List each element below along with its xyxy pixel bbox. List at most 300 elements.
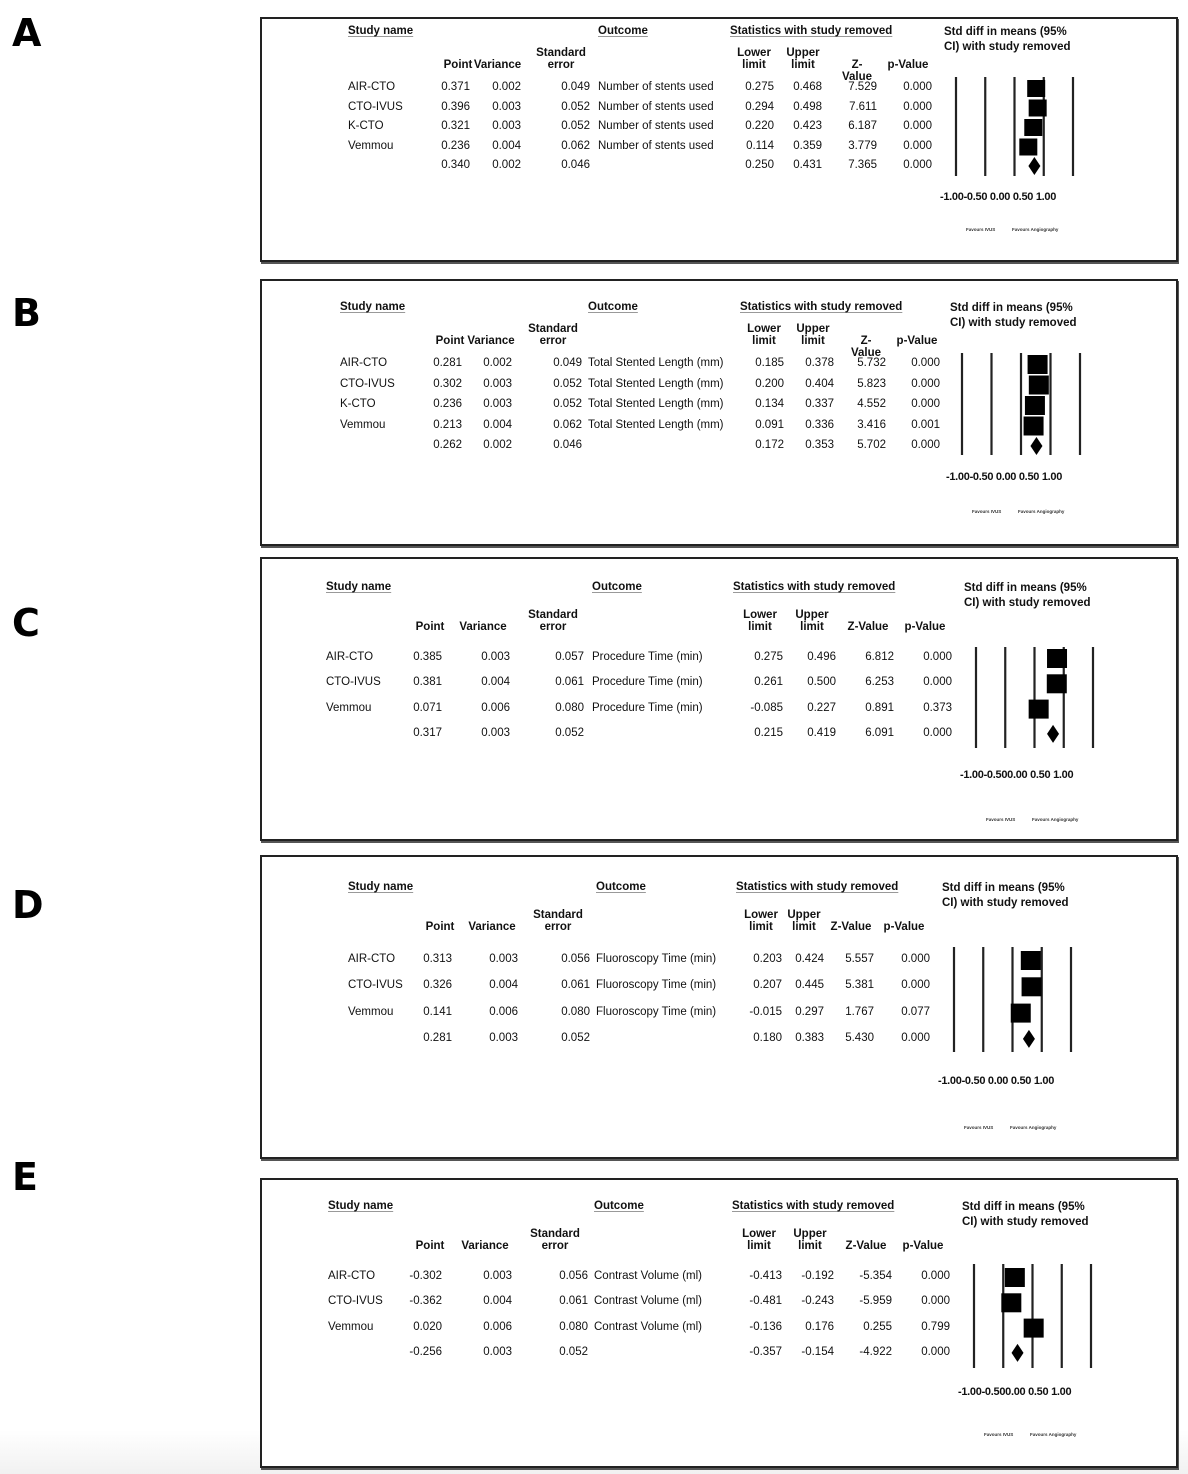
forest-plot (974, 647, 1095, 752)
cell-point: 0.326 (423, 979, 452, 992)
study-effect-marker (1022, 977, 1042, 996)
header-outcome: Outcome (592, 581, 642, 593)
cell-variance: 0.006 (481, 701, 510, 714)
panel-label-e: E (12, 1155, 38, 1199)
header-study-name: Study name (340, 301, 406, 313)
cell-outcome: Number of stents used (598, 139, 714, 152)
cell-point: 0.396 (441, 100, 470, 113)
study-effect-marker (1025, 396, 1045, 415)
cell-p-value: 0.000 (921, 1270, 950, 1282)
cell-std-error: 0.052 (559, 1345, 588, 1358)
header-lower-limit-line1: Lower (737, 47, 771, 59)
study-effect-marker (1047, 649, 1067, 668)
cell-outcome: Contrast Volume (ml) (594, 1320, 703, 1333)
cell-lower-limit: -0.357 (749, 1345, 782, 1358)
cell-lower-limit: 0.185 (755, 357, 784, 369)
header-upper-limit (792, 323, 834, 347)
summary-diamond (1012, 1344, 1024, 1362)
cell-z-value: 5.732 (857, 357, 886, 369)
cell-p-value: 0.000 (901, 953, 930, 965)
header-lower-limit-line1: Lower (743, 609, 777, 621)
header-std-error (532, 47, 590, 71)
header-lower-limit (734, 47, 774, 71)
cell-study-name: AIR-CTO (326, 651, 374, 663)
cell-variance: 0.003 (483, 1270, 512, 1282)
cell-study-name: CTO-IVUS (348, 100, 403, 113)
header-std-error (524, 323, 582, 347)
study-effect-marker (1005, 1268, 1025, 1287)
cell-upper-limit: -0.192 (801, 1270, 834, 1282)
cell-upper-limit: 0.496 (807, 651, 836, 663)
cell-outcome: Number of stents used (598, 120, 714, 132)
cell-variance: 0.003 (481, 726, 510, 739)
cell-std-error: 0.061 (555, 676, 584, 689)
plot-title-line1: Std diff in means (95% (964, 582, 1087, 594)
cell-std-error: 0.049 (553, 357, 582, 369)
header-upper-limit-line1: Upper (796, 323, 830, 335)
cell-point: 0.020 (413, 1320, 442, 1333)
header-p-value: p-Value (883, 921, 925, 933)
cell-std-error: 0.046 (561, 159, 590, 171)
x-axis-tick-labels: -1.00-0.500.00 0.50 1.00 (958, 1386, 1072, 1398)
cell-upper-limit: 0.445 (795, 979, 824, 992)
cell-z-value: 7.611 (849, 100, 877, 113)
cell-p-value: 0.000 (923, 651, 952, 663)
plot-title-line2: CI) with study removed (950, 317, 1077, 329)
cell-point: 0.313 (423, 953, 452, 965)
cell-p-value: 0.077 (901, 1005, 930, 1018)
study-effect-marker (1011, 1004, 1031, 1023)
cell-outcome: Procedure Time (min) (592, 651, 703, 663)
cell-outcome: Procedure Time (min) (592, 676, 703, 689)
cell-variance: 0.003 (492, 120, 521, 132)
cell-point: 0.371 (441, 81, 470, 93)
cell-z-value: 5.702 (857, 439, 886, 451)
forest-plot (960, 353, 1082, 459)
cell-variance: 0.002 (492, 81, 521, 93)
plot-title-line2: CI) with study removed (944, 41, 1071, 53)
cell-variance: 0.004 (481, 676, 510, 689)
cell-z-value: 5.823 (857, 377, 886, 390)
plot-title-line1: Std diff in means (95% (962, 1201, 1085, 1213)
cell-upper-limit: 0.423 (793, 120, 822, 132)
cell-std-error: 0.052 (553, 398, 582, 410)
header-p-value: p-Value (887, 59, 929, 71)
plot-title-line1: Std diff in means (95% (944, 26, 1067, 38)
x-axis-tick-labels: -1.00-0.50 0.00 0.50 1.00 (938, 1075, 1055, 1087)
cell-z-value: -5.354 (859, 1270, 892, 1282)
cell-point: -0.256 (409, 1345, 442, 1358)
cell-p-value: 0.000 (901, 979, 930, 992)
cell-lower-limit: 0.203 (753, 953, 782, 965)
header-study-name: Study name (348, 25, 414, 37)
cell-outcome: Total Stented Length (mm) (588, 377, 724, 390)
header-z-value: Z-Value (830, 921, 872, 933)
cell-upper-limit: 0.176 (805, 1320, 834, 1333)
cell-std-error: 0.061 (559, 1295, 588, 1308)
cell-variance: 0.002 (483, 439, 512, 451)
cell-outcome: Fluoroscopy Time (min) (596, 953, 717, 965)
cell-point: 0.281 (433, 357, 462, 369)
cell-variance: 0.003 (489, 953, 518, 965)
cell-z-value: 6.812 (865, 651, 894, 663)
cell-p-value: 0.000 (923, 676, 952, 689)
cell-outcome: Contrast Volume (ml) (594, 1270, 703, 1282)
cell-study-name: CTO-IVUS (326, 676, 381, 689)
cell-z-value: -5.959 (859, 1295, 892, 1308)
summary-diamond (1047, 725, 1059, 743)
cell-study-name: CTO-IVUS (348, 979, 403, 992)
x-axis-tick-labels: -1.00-0.500.00 0.50 1.00 (960, 769, 1074, 781)
cell-p-value: 0.799 (921, 1320, 950, 1333)
header-variance: Variance (473, 59, 522, 71)
cell-upper-limit: 0.227 (807, 701, 836, 714)
cell-outcome: Total Stented Length (mm) (588, 418, 724, 431)
cell-point: 0.141 (423, 1005, 452, 1018)
study-effect-marker (1028, 355, 1048, 374)
header-upper-limit (784, 47, 822, 71)
cell-p-value: 0.000 (921, 1345, 950, 1358)
cell-point: 0.317 (413, 726, 442, 739)
cell-std-error: 0.056 (559, 1270, 588, 1282)
cell-std-error: 0.052 (561, 1031, 590, 1044)
cell-p-value: 0.000 (911, 377, 940, 390)
favours-ivus-label: Favours IVUS (986, 817, 1016, 822)
cell-variance: 0.004 (483, 418, 512, 431)
cell-lower-limit: 0.091 (755, 418, 784, 431)
panel-label-d: D (12, 883, 44, 927)
cell-z-value: 3.416 (857, 418, 886, 431)
header-upper-limit-line2: limit (798, 1240, 822, 1252)
cell-std-error: 0.061 (561, 979, 590, 992)
header-std-error-line1: Standard (528, 323, 578, 335)
cell-upper-limit: 0.424 (795, 953, 824, 965)
forest-panel-c (260, 557, 1178, 841)
cell-upper-limit: 0.500 (807, 676, 836, 689)
study-effect-marker (1027, 80, 1045, 97)
header-stats-group: Statistics with study removed (736, 881, 899, 893)
header-upper-limit-line2: limit (792, 921, 816, 933)
cell-study-name: K-CTO (348, 120, 384, 132)
cell-upper-limit: 0.353 (805, 439, 834, 451)
header-std-error-line2: error (541, 1240, 569, 1252)
header-study-name: Study name (326, 581, 392, 593)
header-z-value: Z-Value (847, 621, 889, 633)
cell-std-error: 0.046 (553, 439, 582, 451)
cell-point: 0.262 (433, 439, 462, 451)
cell-p-value: 0.000 (903, 81, 932, 93)
plot-title (950, 301, 1077, 331)
cell-study-name: Vemmou (348, 139, 394, 152)
header-upper-limit-line1: Upper (786, 47, 820, 59)
study-effect-marker (1019, 139, 1037, 156)
cell-point: 0.302 (433, 377, 462, 390)
header-point: Point (415, 1240, 445, 1252)
cell-variance: 0.004 (483, 1295, 512, 1308)
forest-panel-d (260, 855, 1178, 1159)
cell-p-value: 0.001 (911, 418, 940, 431)
panel-label-b: B (12, 291, 41, 335)
cell-lower-limit: 0.220 (745, 120, 774, 132)
cell-lower-limit: 0.215 (754, 726, 783, 739)
header-z-value: Z-Value (845, 1240, 887, 1252)
cell-point: 0.071 (413, 701, 442, 714)
header-upper-limit (788, 609, 836, 633)
cell-z-value: 7.365 (848, 159, 877, 171)
favours-angiography-label: Favours Angiography (1012, 227, 1059, 232)
plot-title (944, 25, 1071, 55)
header-stats-group: Statistics with study removed (733, 581, 896, 593)
cell-lower-limit: -0.413 (749, 1270, 782, 1282)
cell-upper-limit: 0.383 (795, 1031, 824, 1044)
cell-point: -0.362 (409, 1295, 442, 1308)
cell-upper-limit: 0.404 (805, 377, 834, 390)
cell-lower-limit: 0.294 (745, 100, 774, 113)
cell-upper-limit: 0.297 (795, 1005, 824, 1018)
forest-panel-e (260, 1178, 1178, 1468)
favours-ivus-label: Favours IVUS (966, 227, 996, 232)
header-std-error-line1: Standard (530, 1228, 580, 1240)
x-axis-tick-labels: -1.00-0.50 0.00 0.50 1.00 (940, 191, 1057, 203)
x-axis-tick-labels: -1.00-0.50 0.00 0.50 1.00 (946, 471, 1063, 483)
cell-variance: 0.003 (492, 100, 521, 113)
header-variance: Variance (467, 335, 515, 347)
header-point: Point (425, 921, 455, 933)
cell-point: 0.281 (423, 1031, 452, 1044)
forest-plot (954, 77, 1075, 180)
cell-outcome: Total Stented Length (mm) (588, 357, 724, 369)
cell-upper-limit: -0.154 (801, 1345, 834, 1358)
cell-p-value: 0.000 (903, 100, 932, 113)
cell-upper-limit: 0.419 (807, 726, 836, 739)
cell-p-value: 0.000 (911, 439, 940, 451)
cell-p-value: 0.000 (923, 726, 952, 739)
study-effect-marker (1029, 376, 1049, 395)
cell-study-name: AIR-CTO (340, 357, 388, 369)
cell-lower-limit: 0.200 (755, 377, 784, 390)
header-upper-limit-line1: Upper (795, 609, 829, 621)
cell-p-value: 0.000 (901, 1031, 930, 1044)
cell-outcome: Contrast Volume (ml) (594, 1295, 703, 1308)
cell-z-value: 5.381 (845, 979, 874, 992)
cell-outcome: Number of stents used (598, 81, 714, 93)
cell-lower-limit: -0.085 (750, 701, 783, 714)
cell-p-value: 0.373 (923, 701, 952, 714)
cell-std-error: 0.080 (559, 1320, 588, 1333)
favours-ivus-label: Favours IVUS (964, 1125, 994, 1130)
header-lower-limit (744, 323, 784, 347)
header-outcome: Outcome (598, 25, 648, 37)
header-lower-limit-line1: Lower (747, 323, 781, 335)
cell-study-name: CTO-IVUS (328, 1295, 383, 1308)
cell-study-name: Vemmou (348, 1005, 394, 1018)
cell-lower-limit: 0.275 (745, 81, 774, 93)
header-upper-limit-line1: Upper (793, 1228, 827, 1240)
favours-angiography-label: Favours Angiography (1010, 1125, 1057, 1130)
cell-lower-limit: -0.136 (749, 1320, 782, 1333)
header-upper-limit-line1: Upper (787, 909, 821, 921)
header-outcome: Outcome (596, 881, 646, 893)
cell-upper-limit: -0.243 (801, 1295, 834, 1308)
header-point: Point (443, 59, 473, 71)
cell-variance: 0.003 (483, 1345, 512, 1358)
header-lower-limit-line2: limit (747, 1240, 771, 1252)
header-std-error (526, 909, 590, 933)
cell-p-value: 0.000 (903, 120, 932, 132)
cell-study-name: Vemmou (340, 418, 386, 431)
cell-std-error: 0.052 (553, 377, 582, 390)
cell-z-value: 0.891 (865, 701, 894, 714)
cell-point: 0.381 (413, 676, 442, 689)
header-lower-limit (737, 609, 783, 633)
cell-z-value: -4.922 (859, 1345, 892, 1358)
cell-z-value: 3.779 (848, 139, 877, 152)
cell-outcome: Procedure Time (min) (592, 701, 703, 714)
study-effect-marker (1029, 100, 1047, 117)
header-z-value: Z-Value (841, 59, 873, 83)
header-std-error (522, 1228, 588, 1252)
cell-variance: 0.003 (481, 651, 510, 663)
header-variance: Variance (461, 1240, 509, 1252)
header-upper-limit-line2: limit (801, 335, 825, 347)
cell-std-error: 0.080 (555, 701, 584, 714)
header-std-error-line1: Standard (536, 47, 586, 59)
forest-plot (952, 947, 1073, 1056)
cell-std-error: 0.062 (553, 418, 582, 431)
cell-upper-limit: 0.378 (805, 357, 834, 369)
header-upper-limit (784, 909, 824, 933)
favours-ivus-label: Favours IVUS (972, 509, 1002, 514)
header-std-error-line2: error (547, 59, 575, 71)
header-lower-limit-line1: Lower (742, 1228, 776, 1240)
cell-point: 0.385 (413, 651, 442, 663)
plot-title-line2: CI) with study removed (962, 1216, 1089, 1228)
header-variance: Variance (459, 621, 507, 633)
cell-lower-limit: -0.015 (749, 1005, 782, 1018)
cell-upper-limit: 0.431 (793, 159, 822, 171)
cell-study-name: AIR-CTO (348, 953, 396, 965)
header-lower-limit-line2: limit (749, 921, 773, 933)
header-p-value: p-Value (904, 621, 946, 633)
summary-diamond (1030, 437, 1042, 455)
header-study-name: Study name (328, 1200, 394, 1212)
cell-p-value: 0.000 (911, 357, 940, 369)
header-variance: Variance (468, 921, 516, 933)
cell-variance: 0.003 (483, 377, 512, 390)
cell-std-error: 0.052 (561, 120, 590, 132)
cell-std-error: 0.057 (555, 651, 584, 663)
cell-upper-limit: 0.498 (793, 100, 822, 113)
study-effect-marker (1024, 417, 1044, 436)
cell-p-value: 0.000 (921, 1295, 950, 1308)
header-point: Point (435, 335, 465, 347)
cell-upper-limit: 0.337 (805, 398, 834, 410)
study-effect-marker (1021, 951, 1041, 970)
cell-std-error: 0.052 (555, 726, 584, 739)
cell-z-value: 7.529 (848, 81, 877, 93)
cell-lower-limit: 0.250 (745, 159, 774, 171)
cell-outcome: Fluoroscopy Time (min) (596, 1005, 717, 1018)
header-std-error-line1: Standard (528, 609, 578, 621)
header-lower-limit (736, 1228, 782, 1252)
cell-lower-limit: 0.114 (746, 139, 774, 152)
cell-point: -0.302 (409, 1270, 442, 1282)
study-effect-marker (1001, 1293, 1021, 1312)
plot-title (964, 581, 1091, 611)
cell-study-name: Vemmou (328, 1320, 374, 1333)
cell-variance: 0.003 (489, 1031, 518, 1044)
summary-diamond (1028, 157, 1040, 175)
cell-lower-limit: 0.172 (755, 439, 784, 451)
cell-lower-limit: 0.261 (754, 676, 783, 689)
cell-z-value: 5.430 (845, 1031, 874, 1044)
favours-angiography-label: Favours Angiography (1032, 817, 1079, 822)
cell-z-value: 6.187 (848, 120, 877, 132)
study-effect-marker (1024, 1319, 1044, 1338)
cell-std-error: 0.062 (561, 139, 590, 152)
cell-outcome: Total Stented Length (mm) (588, 398, 724, 410)
cell-variance: 0.004 (492, 139, 521, 152)
header-upper-limit-line2: limit (800, 621, 824, 633)
plot-title-line1: Std diff in means (95% (942, 882, 1065, 894)
header-std-error-line2: error (539, 335, 567, 347)
favours-ivus-label: Favours IVUS (984, 1432, 1014, 1437)
cell-point: 0.321 (441, 120, 470, 132)
header-std-error (522, 609, 584, 633)
plot-title (942, 881, 1069, 911)
cell-point: 0.236 (441, 139, 470, 152)
cell-lower-limit: -0.481 (749, 1295, 782, 1308)
panel-label-c: C (12, 601, 40, 645)
header-stats-group: Statistics with study removed (732, 1200, 895, 1212)
study-effect-marker (1029, 700, 1049, 719)
cell-variance: 0.002 (483, 357, 512, 369)
header-lower-limit (740, 909, 782, 933)
cell-std-error: 0.052 (561, 100, 590, 113)
forest-panel-b (260, 279, 1178, 546)
forest-panel-a (260, 17, 1178, 262)
cell-study-name: AIR-CTO (328, 1270, 376, 1282)
study-effect-marker (1047, 674, 1067, 693)
header-point: Point (415, 621, 445, 633)
favours-angiography-label: Favours Angiography (1018, 509, 1065, 514)
cell-variance: 0.002 (492, 159, 521, 171)
cell-variance: 0.006 (489, 1005, 518, 1018)
header-outcome: Outcome (588, 301, 638, 313)
summary-diamond (1023, 1030, 1035, 1048)
favours-angiography-label: Favours Angiography (1030, 1432, 1077, 1437)
cell-study-name: AIR-CTO (348, 81, 396, 93)
header-stats-group: Statistics with study removed (730, 25, 893, 37)
header-upper-limit-line2: limit (791, 59, 815, 71)
header-z-value: Z-Value (850, 335, 882, 359)
cell-p-value: 0.000 (903, 139, 932, 152)
header-std-error-line2: error (544, 921, 572, 933)
plot-title (962, 1200, 1089, 1230)
cell-variance: 0.006 (483, 1320, 512, 1333)
cell-outcome: Number of stents used (598, 100, 714, 113)
cell-z-value: 4.552 (857, 398, 886, 410)
header-lower-limit-line2: limit (752, 335, 776, 347)
header-std-error-line2: error (539, 621, 567, 633)
header-p-value: p-Value (896, 335, 938, 347)
cell-z-value: 6.091 (865, 726, 894, 739)
cell-lower-limit: 0.134 (755, 398, 784, 410)
cell-z-value: 5.557 (845, 953, 874, 965)
cell-point: 0.236 (433, 398, 462, 410)
header-lower-limit-line2: limit (742, 59, 766, 71)
cell-variance: 0.003 (483, 398, 512, 410)
